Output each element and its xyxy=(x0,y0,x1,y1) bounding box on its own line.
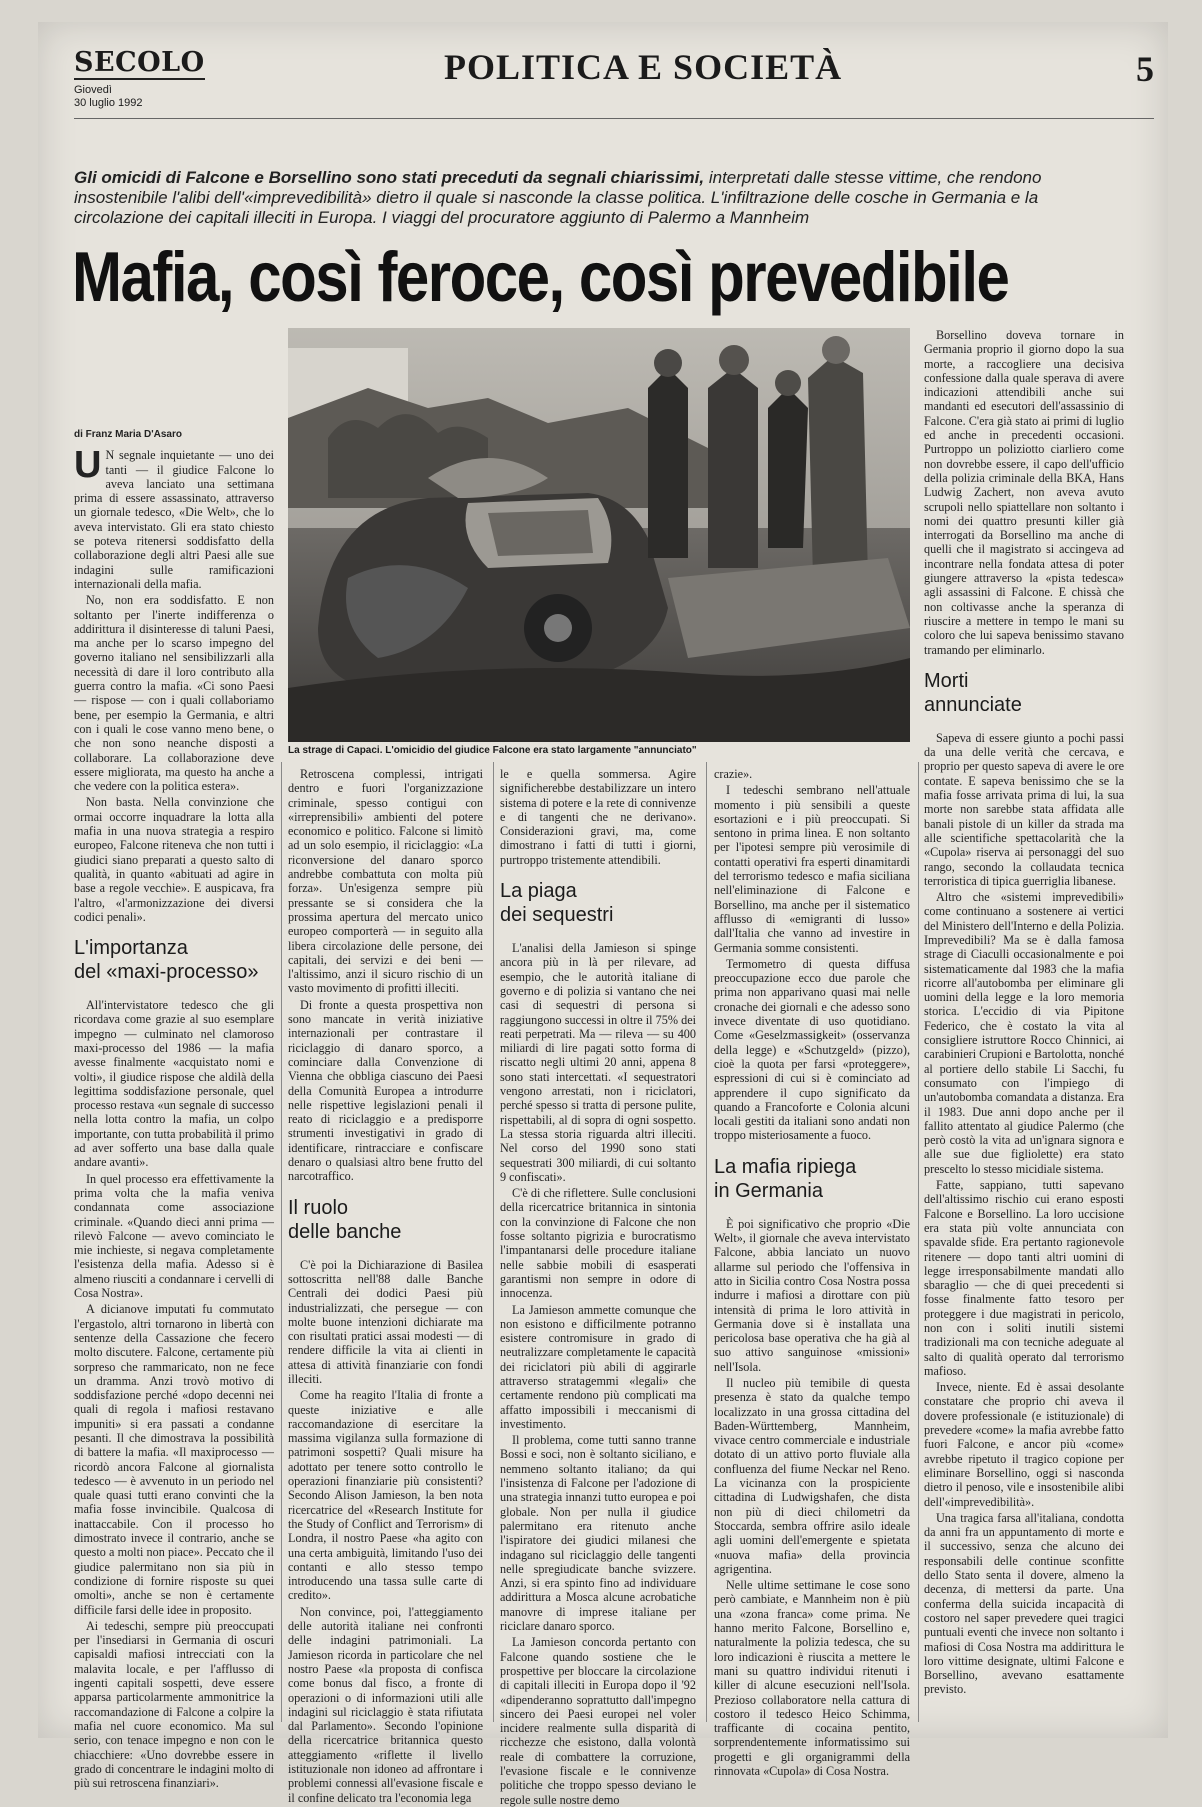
wrecked-car-photo xyxy=(288,328,910,742)
paragraph: Non basta. Nella convinzione che ormai occorre inquadrare la lotta alla mafia in una nuova strategia a respiro europeo, Falcone riteneva che non tutti i giudici siano preparati a questo salto di qualità, in quanto «abituati ad agire in base a regole vecchie». E auspicava, fra l'altro, «l'armonizzazione dei diversi codici penali». xyxy=(74,795,274,924)
paragraph: La Jamieson concorda pertanto con Falcone quando sostiene che le prospettive per bloccare la circolazione di capitali illeciti in Europa dopo il '92 «dipenderanno soprattutto dall'impegno sincero dei Paesi europei nel voler incidere realmente sulla disparità di ricchezze che esistono, dalla volontà reale di combattere la corruzione, l'evasione fiscale e le connivenze politiche che troppo spesso deviano le regole sulle nostre demo xyxy=(500,1635,696,1807)
paragraph: Nelle ultime settimane le cose sono però cambiate, e Mannheim non è più una «zona franca» come prima. Ne hanno merito Falcone, Borsellino e, naturalmente la polizia tedesca, che su loro indicazioni è riuscita a mettere le mani su quattro individui ritenuti i killer di alcune esecuzioni nell'Isola. Prezioso collaboratore nella cattura di costoro il tedesco Heico Schimma, trafficante di cocaina pentito, sorprendentemente informatissimo sui progetti e gli organigrammi della rinnovata «Cupola» di Cosa Nostra. xyxy=(714,1578,910,1778)
paragraph: La Jamieson ammette comunque che non esistono e difficilmente potranno esistere contromisure in grado di neutralizzare completamente le capacità dei riciclatori più abili di aggirarle attraverso stratagemmi «legali» che certamente rendono più complicati ma affatto impossibili i meccanismi di investimento. xyxy=(500,1302,696,1431)
paragraph: Come ha reagito l'Italia di fronte a queste iniziative e alle raccomandazione di esercitare la massima vigilanza sulla formazione di patrimoni sospetti? Quali misure ha adottato per tenere sotto controllo le operazioni finanziarie più consistenti? Secondo Alison Jamieson, la ben nota ricercatrice del «Research Institute for the Study of Conflict and Terrorism» di Londra, il nostro Paese «ha agito con una certa ambiguità, limitando l'uso dei contanti e allo stesso tempo introducendo una tassa sulle carte di credito». xyxy=(288,1388,483,1603)
paragraph: Il problema, come tutti sanno tranne Bossi e soci, non è soltanto siciliano, e nemmeno soltanto italiano; da qui l'insistenza di Falcone per l'adozione di una strategia innanzi tutto europea e poi globale. Non per nulla il giudice palermitano era ritenuto anche l'ispiratore dei giudici milanesi che indagano sul riciclaggio delle tangenti nelle spregiudicate banche svizzere. Anzi, si era spinto fino ad individuare addirittura a Mosca alcune acrobatiche manovre di imprese italiane per riciclare danaro sporco. xyxy=(500,1433,696,1634)
masthead xyxy=(74,34,1154,114)
paragraph: È poi significativo che proprio «Die Welt», il giornale che aveva intervistato Falcone, abbia lanciato un nuovo allarme sul periodo che l'offensiva in atto in Sicilia contro Cosa Nostra possa indurre i mafiosi a dirottare con più intensità di prima le loro attività in Germania dove si è installata una pericolosa base operativa che ha già al suo attivo sanguinose «missioni» nell'Isola. xyxy=(714,1216,910,1374)
paragraph: C'è di che riflettere. Sulle conclusioni della ricercatrice britannica in sintonia con la convinzione di Falcone che non fosse soltanto pigrizia e burocratismo l'impantanarsi delle procedure italiane nelle sabbie mobili di esasperati garantismi non sempre in odore di innocenza. xyxy=(500,1186,696,1301)
paragraph: Altro che «sistemi imprevedibili» come continuano a sostenere ai vertici del Ministero dell'Interno e della Polizia. Imprevedibili? Ma se è dalla famosa strage di Ciaculli occasionalmente e poi sistematicamente dal 1983 che la mafia ricorre all'autobomba per eliminare gli uomini della legge e la loro memoria storica. L'eccidio di via Pipitone Federico, che è costato la vita al consigliere istruttore Rocco Chinnici, ai carabinieri Crupioni e Bartolotta, nonché al portiere dello stabile Li Sacchi, fu consumato con l'impiego di un'autobomba comandata a distanza. Era il 1983. Due anni dopo anche per il fallito attentato al giudice Palermo (che però costò la vita ad un'ignara signora e alle sue due figliolette) era stato prescelto lo stesso micidiale sistema. xyxy=(924,890,1125,1176)
column-divider xyxy=(493,762,494,1722)
issue-day: Giovedì xyxy=(74,84,112,96)
subheading-germania: La mafia ripiega in Germania xyxy=(714,1155,857,1202)
drop-cap: U xyxy=(74,444,102,487)
article-column-2 xyxy=(288,767,483,1805)
paragraph: U N segnale inquietante — uno dei tanti — il giudice Falcone lo aveva lanciato una settimana prima di essere assassinato, attraverso un giornale tedesco, «Die Welt», che lo aveva intervistato. Gli era stato chiesto se poteva ritenersi soddisfatto della collaborazione degli altri Paesi alle sue indagini sulle ramificazioni internazionali della mafia. xyxy=(74,444,274,591)
article-column-1 xyxy=(74,428,274,1791)
paragraph: In quel processo era effettivamente la prima volta che la mafia veniva condannata come associazione criminale. «Quando dieci anni prima — rilevò Falcone — avevo cominciato le mie inchieste, si negava completamente l'esistenza della mafia. Adesso si è almeno riusciti a condannare i cervelli di Cosa Nostra». xyxy=(74,1171,274,1301)
paragraph: crazie». xyxy=(714,767,753,781)
paragraph: I tedeschi sembrano nell'attuale momento i più sensibili a queste esortazioni e i più preoccupati. Si sentono in prima linea. E non soltanto per l'ipotesi sempre più verosimile di contatti operativi fra esperti dinamitardi del terrorismo tedesco e mafia siciliana nell'eliminazione di Falcone e Borsellino, ma anche per il sistematico afflusso di «emigranti di lusso» dall'Italia che vanno ad investire in Germania somme consistenti. xyxy=(714,783,910,955)
byline: di Franz Maria D'Asaro xyxy=(74,429,182,440)
paragraph: Fatte, sappiano, tutti sapevano dell'altissimo rischio cui erano esposti Falcone e Borsellino. La loro uccisione era stata più volte annunciata con spavalde sfide. Era pertanto ragionevole ritenere — dopo tanti altri uomini di legge irresponsabilmente mandati allo sbaraglio — che di quei precedenti si fosse finalmente fatto tesoro per proteggere i due magistrati in pericolo, non con i soliti inutili sistemi tradizionali ma con tecniche adeguate al salto di qualità operato dal terrorismo mafioso. xyxy=(924,1178,1124,1378)
article-kicker xyxy=(74,168,1074,228)
paragraph: Una tragica farsa all'italiana, condotta da anni fra un appuntamento di morte e il successivo, senza che alcuno dei responsabili delle continue sconfitte dello Stato senta il dovere, almeno la decenza, di mettersi da parte. Una conferma della suicida incapacità di costoro nel saper prevedere quei tragici puntuali eventi che invece non soltanto i mafiosi di Cosa Nostra ma addirittura le loro vittime designate, ultimi Falcone e Borsellino, avevano esattamente previsto. xyxy=(924,1510,1124,1697)
paragraph: Il nucleo più temibile di questa presenza è stato da qualche tempo localizzato in una grossa cittadina del Baden-Württemberg, Mannheim, vivace centro commerciale e industriale dotato di un attivo porto fluviale alla confluenza del fiume Neckar nel Reno. La vicinanza con la prospiciente cittadina di Ludwigshafen, che dista non più di dieci chilometri da Stoccarda, sembra offrire asilo ideale agli uomini dell'emergente e spietata «nuova mafia» della provincia agrigentina. xyxy=(714,1375,910,1576)
paragraph: Non convince, poi, l'atteggiamento delle autorità italiane nei confronti delle indagini patrimoniali. La Jamieson ricorda in particolare che nel nostro Paese «la proposta di confisca come bonus dal fisco, a fronte di operazioni o di informazioni utili alle indagini sul riciclaggio è stata rifiutata dal Parlamento». Secondo l'opinione della ricercatrice britannica questo atteggiamento «riflette il livello istituzionale non idoneo ad affrontare i problemi connessi all'evasione fiscale e il confine delicato tra l'economia lega xyxy=(288,1604,483,1805)
kicker-rest: interpretati dalle stesse vittime, che rendono insostenibile l'alibi dell'«imprevedibilità» dietro il quale si nasconde la classe politica. L'infiltrazione delle cosche in Germania e la circolazione dei capitali illeciti in Europa. I viaggi del procuratore aggiunto di Palermo a Mannheim xyxy=(74,168,1042,227)
subheading-morti-annunciate: Morti annunciate xyxy=(924,669,1022,716)
newspaper-name: SECOLO xyxy=(74,47,205,78)
paragraph: C'è poi la Dichiarazione di Basilea sottoscritta nell'88 dalle Banche Centrali dei dodici Paesi più industrializzati, che persegue — con molte buone intenzioni dichiarate ma con risultati pratici assai modesti — di rendere difficile la vita ai clienti in attesa di attività finanziarie con fondi illeciti. xyxy=(288,1257,483,1386)
paragraph: A dicianove imputati fu commutato l'ergastolo, altri tornarono in libertà con sentenze della Cassazione che fecero molto discutere. Falcone, certamente più sorpreso che rammaricato, non ne fece un dramma. Anzi trovò motivo di soddisfazione perché «dopo decenni nei quali di regola i mafiosi restavano impuniti» si era passati a condanne pesanti. Il che dimostrava la possibilità di battere la mafia. «Il maxiprocesso — ricordò ancora Falcone al giornalista tedesco — è avvenuto in un periodo nel quale quasi tutti erano convinti che la mafia fosse invincibile. Qualcosa di inattaccabile. Con il processo ho dimostrato invece il contrario, anche se questo a molti non piace». Peccato che il giudice palermitano non sia più in condizione di fornire risposte su quei omolti», anche se non è certamente difficile farsi delle idee in proposito. xyxy=(74,1302,274,1617)
article-column-3 xyxy=(500,767,696,1807)
column-divider xyxy=(706,762,707,1722)
paragraph: L'analisi della Jamieson si spinge ancora più in là per rilevare, ad esempio, che le autorità italiane di governo e di polizia si vantano che nei casi di sequestri di persona si raggiungono successi in oltre il 75% dei reati perpetrati. Ma — rileva — su 400 miliardi di lire pagati sotto forma di riscatto negli ultimi 20 anni, appena 8 sono stati intercettati. «I sequestratori vengono arrestati, non i riciclatori, perché spesso si tratta di persone pulite, rispettabili, al di sopra di ogni sospetto. La stessa storia riguarda altri illeciti. Nel corso del 1990 sono stati sequestrati 300 miliardi, di cui soltanto 9 confiscati». xyxy=(500,941,696,1184)
paragraph: Termometro di questa diffusa preoccupazione ecco due parole che prima non apparivano quasi mai nelle cronache dei giornali e che adesso sono invece diventate di uso quotidiano. Come «Geselzmassigkeit» (osservanza della legge) e «Schutzgeld» (pizzo), cioè la quota per farsi «proteggere», espressioni di cui si è cominciato ad apprendere il cupo significato da quando a Francoforte e Colonia alcuni locali gestiti da italiani sono andati non troppo misteriosamente a fuoco. xyxy=(714,956,910,1143)
subheading-banche: Il ruolo delle banche xyxy=(288,1196,402,1243)
paragraph: All'intervistatore tedesco che gli ricordava come grazie al suo esemplare impegno — culminato nel clamoroso maxi-processo del 1986 — la mafia avesse finalmente «acquistato nomi e volti», il giudice rispose che aldilà della legittima soddisfazione personale, quel processo restava «un segnale di successo nella lotta contro la mafia, un colpo importante, con tutta probabilità il primo ad aver sofferto una base dalla quale andare avanti». xyxy=(74,998,274,1170)
paragraph: Ai tedeschi, sempre più preoccupati per l'insediarsi in Germania di oscuri capisaldi mafiosi intrecciati con la malavita locale, e per l'afflusso di ingenti capitali sospetti, deve essere apparsa particolarmente ammonitrice la raccomandazione di Falcone a colpire la mafia nel cuore economico. Ma sul serio, con tenace impegno e non con le chiacchiere: «Uno dovrebbe essere in grado di concentrare le indagini molto di più sui retroscena finanziari». xyxy=(74,1618,274,1791)
paragraph: Invece, niente. Ed è assai desolante constatare che proprio chi aveva il dovere professionale (e istituzionale) di prevedere «come» la mafia avrebbe fatto fuori Falcone, e ancor più «come» avrebbe ripetuto il tragico copione per eliminare Borsellino, oggi si nasconda dietro il penoso, vile e insostenibile alibi dell'«imprevedibilità». xyxy=(924,1380,1124,1509)
paragraph: Retroscena complessi, intrigati dentro e fuori l'organizzazione criminale, spesso contigui con «irreprensibili» ambienti del potere economico e politico. Falcone si limitò ad un solo esempio, il riciclaggio: «La riconversione del danaro sporco andrebbe combattuta con molta più forza». Un'esigenza sempre più pressante se si considera che la prossima apertura del mercato unico europeo comporterà — in seguito alla libera circolazione delle persone, dei capitali, dei servizi e dei beni — l'altissimo, anzi il sicuro rischio di un vasto movimento di profitti illeciti. xyxy=(288,767,483,996)
article-column-4 xyxy=(714,767,910,1778)
subheading-sequestri: La piaga dei sequestri xyxy=(500,880,614,927)
newspaper-page xyxy=(38,22,1168,1807)
masthead-divider xyxy=(74,118,1154,119)
news-photo xyxy=(288,328,910,742)
photo-caption: La strage di Capaci. L'omicidio del giudice Falcone era stato largamente "annunciato" xyxy=(288,745,697,756)
column-divider xyxy=(281,762,282,1722)
article-headline: Mafia, così feroce, così prevedibile xyxy=(72,237,1009,317)
page-number: 5 xyxy=(1136,49,1154,89)
article-column-5 xyxy=(924,328,1124,1728)
section-title: POLITICA E SOCIETÀ xyxy=(444,47,843,87)
issue-date xyxy=(74,84,143,110)
subheading-maxi-processo: L'importanza del «maxi-processo» xyxy=(74,937,259,984)
paragraph: Sapeva di essere giunto a pochi passi da una delle verità che cercava, e proprio per questo sapeva di avere le ore contate. E sapeva benissimo che se la mafia fosse arrivata prima di lui, la sua morte non sarebbe stata affidata alle banali pistole di un killer da strada ma alle scientifiche spettacolarità che la «Cupola» riserva ai personaggi del suo rango, secondo la collaudata tecnica terroristica di tipica guerriglia libanese. xyxy=(924,730,1124,888)
issue-date-value: 30 luglio 1992 xyxy=(74,97,143,109)
paragraph: Borsellino doveva tornare in Germania proprio il giorno dopo la sua morte, a raccogliere una decisiva confessione dalla quale sperava di avere indicazioni attendibili anche sui mandanti ed esecutori dell'assassinio di Falcone. C'era già stato ai primi di luglio ed anche in precedenti occasioni. Purtroppo un poliziotto ciarliero come non dovrebbe essere, il capo dell'ufficio della polizia criminale della BKA, Hans Ludwig Zachert, non aveva avuto scrupoli nello spiattellare non soltanto i nomi dei quattro presunti killer già interrogati da Borsellino ma anche di quelli che il magistrato si accingeva ad incontrare nella fondata attesa di poter giungere attraverso la «pista tedesca» agli assassini di Falcone. E chissà che non coltivasse anche la speranza di riuscire a mettere in tempo le mani su coloro che lui sapeva benissimo stavano tramando per eliminarlo. xyxy=(924,328,1124,657)
paragraph: Di fronte a questa prospettiva non sono mancate in verità iniziative internazionali per contrastare il riciclaggio di danaro sporco, a cominciare dalla Convenzione di Vienna che obbliga ciascuno dei Paesi della Comunità Europea a introdurre nelle rispettive legislazioni penali il reato di riciclaggio e a predisporre strumenti investigativi in grado di identificare, rintracciare e confiscare denaro o qualsiasi altro bene frutto del narcotraffico. xyxy=(288,997,483,1184)
paragraph: No, non era soddisfatto. E non soltanto per l'inerte indifferenza o addirittura il disinteresse di taluni Paesi, ma anche per lo scarso impegno del governo italiano nel sensibilizzarli alla necessità di dare il loro contributo alla guerra contro la mafia. «Ci sono Paesi — rispose — con i quali collaboriamo bene, per esempio la Germania, e altri con i quali le cose vanno meno bene, o che non sono neanche disposti a collaborare. La collaborazione deve essere migliorata, ma questo ha anche a che vedere con la politica estera». xyxy=(74,593,274,794)
column-divider xyxy=(918,762,919,1722)
kicker-bold: Gli omicidi di Falcone e Borsellino sono stati preceduti da segnali chiarissimi, xyxy=(74,168,705,187)
paragraph: le e quella sommersa. Agire significherebbe destabilizzare un intero sistema di potere e la rete di connivenze e di tangenti che ne derivano». Considerazioni gravi, ma, come dimostrano i fatti di tutti i giorni, purtroppo tristemente attendibili. xyxy=(500,767,696,867)
